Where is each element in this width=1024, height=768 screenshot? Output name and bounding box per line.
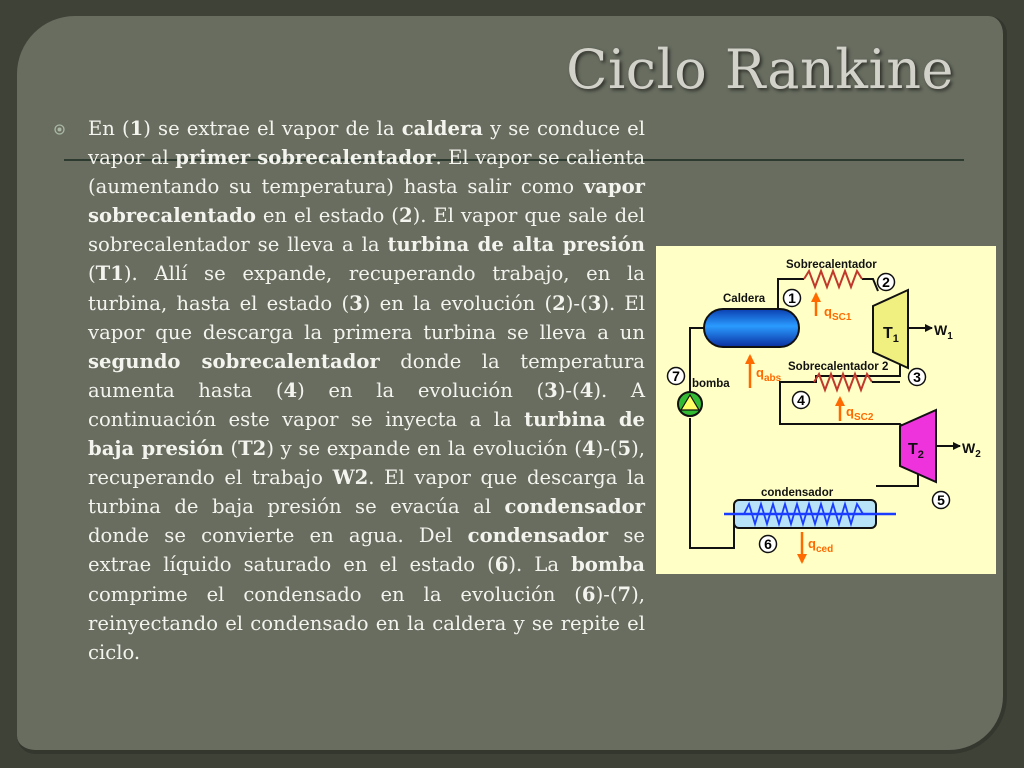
body-text-run: . El vapor que descarga la turbina de baja presión se evacúa al <box>88 466 646 519</box>
superheater-2-label: Sobrecalentador 2 <box>788 361 889 373</box>
heat-qsc1-label: q <box>824 304 832 319</box>
svg-text:W1 <box>934 322 953 342</box>
body-text-run: ), reinyectando el condensado en la caldera y se repite el ciclo. <box>88 582 645 664</box>
superheater-1-label: Sobrecalentador <box>786 259 877 271</box>
body-bold-run: bomba <box>571 553 645 577</box>
body-text-run: ). El vapor que descarga la primera turbina se lleva a un <box>88 291 646 344</box>
body-bold-run: turbina de baja presión <box>88 407 645 461</box>
turbine-1-sub: 1 <box>892 333 899 345</box>
heat-qabs-label: q <box>756 365 764 380</box>
body-text-run: ) en la evolución ( <box>362 291 553 315</box>
heat-qsc2-sub: SC2 <box>853 412 874 423</box>
pump-label: bomba <box>692 378 730 390</box>
turbine-2-sub: 2 <box>917 449 924 461</box>
body-text-run: )-( <box>595 582 618 606</box>
rankine-cycle-diagram <box>656 246 996 574</box>
body-text-run: ). A continuación este vapor se inyecta a la <box>88 378 645 431</box>
pipe-condenser-to-pump <box>690 418 734 548</box>
heat-qced-sub: ced <box>815 544 834 555</box>
svg-text:qced <box>808 536 833 555</box>
body-bold-run: 6 <box>494 553 509 577</box>
slide-title: Ciclo Rankine <box>566 38 954 101</box>
body-bold-run: condensador <box>467 524 609 548</box>
body-bold-run: 3 <box>349 291 363 315</box>
heat-qsc2-label: q <box>846 404 854 419</box>
body-text-run: se extrae líquido saturado en el estado ( <box>88 524 645 577</box>
body-text-run: y se conduce el vapor al <box>88 117 646 170</box>
turbine-2-label: T <box>908 441 918 458</box>
body-bold-run: T1 <box>95 262 124 286</box>
turbine-1-label: T <box>883 325 893 342</box>
heat-qced-label: q <box>808 536 816 551</box>
body-text-run: comprime el condensado en la evolución ( <box>88 582 582 606</box>
body-bold-run: 3 <box>544 378 558 402</box>
body-bold-run: vapor sobrecalentado <box>88 175 645 228</box>
body-text-run: donde se convierte en agua. Del <box>88 524 468 548</box>
superheater-1-coil <box>804 271 862 287</box>
body-text-run: ). El vapor que sale del sobrecalentador se lleva a la <box>88 204 645 257</box>
body-bold-run: condensador <box>504 495 645 519</box>
boiler <box>704 309 799 347</box>
body-text-run: ) y se expande en la evolución ( <box>266 437 582 461</box>
svg-text:W2 <box>962 440 981 460</box>
heat-qsc1-sub: SC1 <box>831 312 852 323</box>
body-bold-run: 4 <box>579 378 594 402</box>
state-6-label: 6 <box>764 536 772 552</box>
svg-text:qSC1 <box>824 304 852 323</box>
body-text-run: ) se extrae el vapor de la <box>143 117 402 140</box>
body-bold-run: caldera <box>401 117 483 140</box>
body-bold-run: W2 <box>332 466 369 490</box>
body-text-run: ) en la evolución ( <box>297 378 545 402</box>
body-bold-run: 5 <box>617 437 632 461</box>
pipe-sc1-to-t1 <box>862 279 878 291</box>
body-text-run: ( <box>88 262 96 286</box>
state-5-label: 5 <box>937 492 945 508</box>
state-4-label: 4 <box>797 392 805 408</box>
body-text-run: )-( <box>557 378 580 402</box>
body-bold-run: T2 <box>238 437 267 461</box>
body-text-run: ( <box>223 437 239 461</box>
work-2-sub: 2 <box>975 449 981 460</box>
body-bold-run: 3 <box>587 291 602 315</box>
body-bold-run: 7 <box>617 582 632 606</box>
body-bold-run: 4 <box>581 437 596 461</box>
body-text-run: ), recuperando el trabajo <box>88 437 646 490</box>
work-1-sub: 1 <box>947 331 953 342</box>
work-2-label: W <box>962 440 976 456</box>
body-bold-run: primer sobrecalentador <box>175 146 436 170</box>
body-text-run: . El vapor se calienta (aumentando su temperatura) hasta salir como <box>88 146 645 199</box>
body-text-run: )-( <box>565 291 588 315</box>
body-text-run: ). La <box>508 553 572 577</box>
body-bold-run: 4 <box>283 378 298 402</box>
body-text-run: En ( <box>88 117 130 140</box>
body-text <box>88 114 645 667</box>
work-1-label: W <box>934 322 948 338</box>
state-1-label: 1 <box>788 290 796 306</box>
boiler-label: Caldera <box>723 293 766 305</box>
body-bold-run: 2 <box>552 291 566 315</box>
state-2-label: 2 <box>882 274 890 290</box>
body-text-run: en el estado ( <box>255 204 399 228</box>
body-bold-run: segundo sobrecalentador <box>88 349 380 373</box>
body-bold-run: turbina de alta presión <box>387 233 646 257</box>
bullet-icon <box>54 124 65 135</box>
condenser-label: condensador <box>761 487 834 499</box>
body-text-run: donde la temperatura aumenta hasta ( <box>88 349 645 402</box>
body-text-run: ). Allí se expande, recuperando trabajo, en la turbina, hasta el estado ( <box>88 262 645 315</box>
state-7-label: 7 <box>672 368 680 384</box>
svg-text:qabs <box>756 365 782 384</box>
state-3-label: 3 <box>913 369 921 385</box>
body-bold-run: 6 <box>581 582 596 606</box>
body-bold-run: 2 <box>398 204 413 228</box>
heat-qabs-sub: abs <box>763 373 782 384</box>
body-bold-run: 1 <box>129 117 144 140</box>
svg-text:qSC2 <box>846 404 874 423</box>
body-text-run: )-( <box>595 437 618 461</box>
turbine-2 <box>900 410 936 482</box>
